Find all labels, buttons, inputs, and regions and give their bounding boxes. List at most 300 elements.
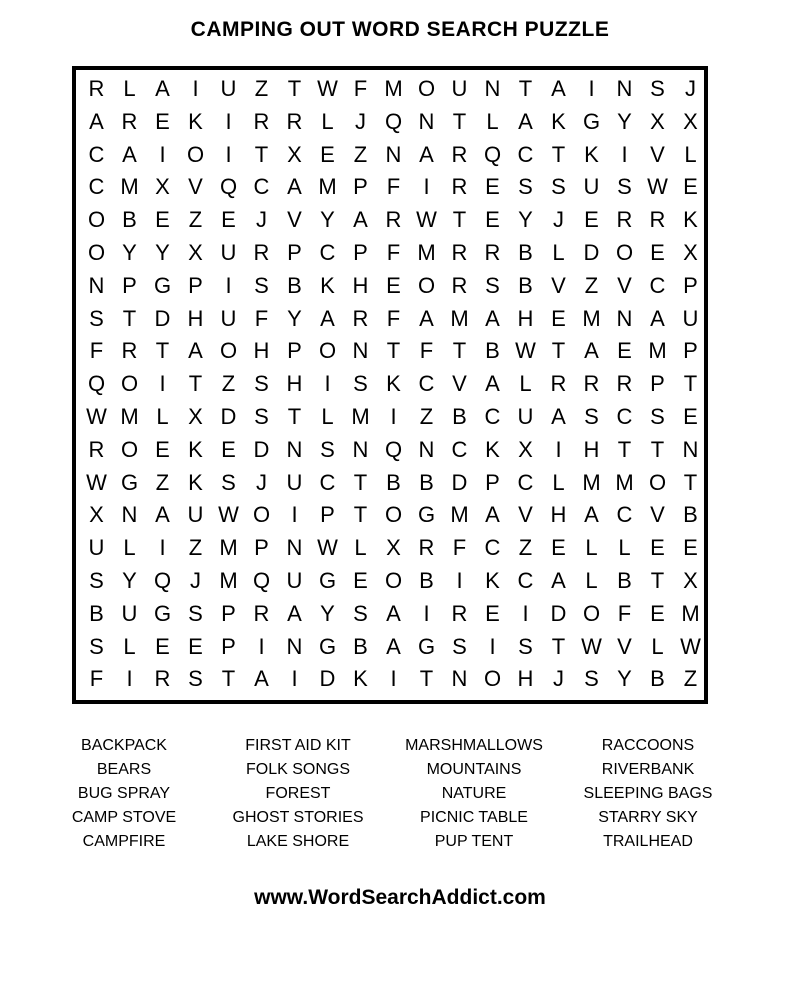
grid-letter: T <box>452 338 467 364</box>
grid-letter: P <box>221 633 236 659</box>
grid-letter: L <box>585 568 598 593</box>
grid-letter: C <box>319 240 336 265</box>
grid-letter: E <box>155 436 170 462</box>
grid-letter: L <box>123 76 136 101</box>
grid-letter: E <box>551 535 566 561</box>
grid-letter: M <box>648 338 667 364</box>
grid-letter: D <box>451 469 468 495</box>
grid-letter: P <box>683 272 698 298</box>
grid-letter: B <box>353 633 368 659</box>
grid-letter: Q <box>153 568 172 593</box>
grid-letter: S <box>650 76 665 101</box>
grid-letter: Y <box>320 600 335 626</box>
grid-letter: F <box>452 535 467 561</box>
grid-letter: Y <box>287 305 302 331</box>
grid-letter: A <box>584 502 599 528</box>
grid-letter: C <box>517 568 534 593</box>
word-list-item: CAMPFIRE <box>82 833 166 850</box>
grid-letter: B <box>287 272 302 298</box>
grid-letter: N <box>451 666 468 692</box>
grid-letter: E <box>188 633 203 659</box>
grid-letter: T <box>551 633 566 659</box>
grid-letter: A <box>419 305 434 331</box>
grid-letter: A <box>188 338 203 364</box>
grid-letter: R <box>121 338 138 364</box>
grid-letter: I <box>291 666 298 692</box>
grid-letter: U <box>286 568 303 593</box>
grid-letter: I <box>291 502 298 528</box>
grid-letter: J <box>256 207 267 233</box>
grid-letter: B <box>452 404 467 429</box>
grid-letter: R <box>451 141 468 167</box>
grid-letter: L <box>321 108 334 134</box>
grid-letter: R <box>385 207 402 233</box>
grid-letter: N <box>484 76 501 101</box>
grid-letter: P <box>485 469 500 495</box>
grid-letter: L <box>123 633 136 659</box>
grid-letter: S <box>221 469 236 495</box>
grid-letter: R <box>88 436 105 462</box>
grid-letter: D <box>583 240 600 265</box>
grid-letter: S <box>254 272 269 298</box>
grid-letter: R <box>418 535 435 561</box>
grid-letter: T <box>353 502 368 528</box>
word-list-item: MOUNTAINS <box>426 761 522 778</box>
grid-letter: R <box>88 76 105 101</box>
grid-letter: I <box>258 633 265 659</box>
grid-letter: Q <box>483 141 502 167</box>
grid-letter: O <box>120 371 139 397</box>
grid-letter: F <box>419 338 434 364</box>
grid-letter: N <box>286 436 303 462</box>
grid-letter: I <box>456 568 463 593</box>
grid-letter: Z <box>584 272 599 298</box>
grid-letter: W <box>218 502 239 528</box>
grid-letter: O <box>219 338 238 364</box>
grid-letter: Z <box>188 535 203 561</box>
grid-letter: B <box>650 666 665 692</box>
grid-letter: X <box>89 502 104 528</box>
grid-letter: U <box>682 305 699 331</box>
grid-letter: Q <box>87 371 106 397</box>
grid-letter: A <box>386 633 401 659</box>
grid-letter: Y <box>617 666 632 692</box>
grid-letter: L <box>519 371 532 397</box>
grid-letter: J <box>190 568 201 593</box>
grid-letter: P <box>650 371 665 397</box>
grid-letter: Y <box>518 207 533 233</box>
word-list <box>36 734 764 854</box>
grid-letter: S <box>353 600 368 626</box>
grid-letter: T <box>617 436 632 462</box>
grid-letter: Z <box>353 141 368 167</box>
grid-letter: T <box>386 338 401 364</box>
grid-letter: I <box>555 436 562 462</box>
grid-letter: K <box>188 469 203 495</box>
grid-letter: D <box>253 436 270 462</box>
grid-letter: W <box>86 404 107 429</box>
grid-letter: I <box>390 404 397 429</box>
grid-letter: V <box>551 272 566 298</box>
grid-letter: L <box>123 535 136 561</box>
grid-letter: U <box>220 76 237 101</box>
grid-letter: I <box>423 174 430 200</box>
word-list-item: NATURE <box>441 785 507 802</box>
grid-letter: M <box>219 568 238 593</box>
grid-letter: Z <box>419 404 434 429</box>
grid-letter: O <box>615 240 634 265</box>
grid-letter: D <box>220 404 237 429</box>
grid-letter: M <box>120 404 139 429</box>
grid-letter: S <box>617 174 632 200</box>
grid-letter: A <box>254 666 269 692</box>
grid-letter: C <box>319 469 336 495</box>
grid-letter: K <box>188 436 203 462</box>
grid-letter: S <box>452 633 467 659</box>
grid-letter: F <box>617 600 632 626</box>
grid-letter: L <box>552 469 565 495</box>
grid-letter: I <box>126 666 133 692</box>
grid-letter: I <box>522 600 529 626</box>
grid-letter: T <box>518 76 533 101</box>
grid-letter: N <box>418 108 435 134</box>
grid-letter: I <box>159 535 166 561</box>
grid-letter: P <box>287 240 302 265</box>
grid-letter: Q <box>384 108 403 134</box>
grid-letter: S <box>518 633 533 659</box>
grid-letter: F <box>353 76 368 101</box>
grid-letter: S <box>89 633 104 659</box>
grid-letter: F <box>89 338 104 364</box>
grid-letter: M <box>615 469 634 495</box>
grid-letter: L <box>684 141 697 167</box>
grid-letter: Y <box>155 240 170 265</box>
grid-letter: A <box>287 600 302 626</box>
grid-letter: J <box>685 76 696 101</box>
grid-letter: S <box>188 600 203 626</box>
grid-letter: A <box>551 404 566 429</box>
grid-letter: S <box>551 174 566 200</box>
grid-letter: H <box>286 371 303 397</box>
word-list-item: FOREST <box>265 785 331 802</box>
grid-letter: V <box>617 272 632 298</box>
grid-letter: H <box>517 305 534 331</box>
grid-letter: O <box>87 240 106 265</box>
grid-letter: S <box>518 174 533 200</box>
grid-letter: L <box>618 535 631 561</box>
grid-letter: E <box>650 240 665 265</box>
grid-letter: P <box>254 535 269 561</box>
grid-letter: C <box>451 436 468 462</box>
grid-letter: E <box>155 633 170 659</box>
grid-letter: T <box>650 568 665 593</box>
grid-letter: A <box>584 338 599 364</box>
grid-letter: X <box>683 568 698 593</box>
grid-letter: N <box>352 338 369 364</box>
grid-letter: U <box>583 174 600 200</box>
grid-letter: T <box>551 141 566 167</box>
grid-letter: C <box>484 535 501 561</box>
grid-letter: S <box>353 371 368 397</box>
grid-letter: I <box>390 666 397 692</box>
grid-letter: I <box>225 108 232 134</box>
grid-letter: T <box>419 666 434 692</box>
grid-letter: L <box>552 240 565 265</box>
grid-letter: T <box>155 338 170 364</box>
grid-letter: V <box>650 141 665 167</box>
grid-letter: B <box>89 600 104 626</box>
grid-letter: C <box>517 141 534 167</box>
grid-letter: G <box>120 469 139 495</box>
grid-letter: U <box>286 469 303 495</box>
grid-letter: O <box>252 502 271 528</box>
grid-letter: R <box>583 371 600 397</box>
word-list-item: PICNIC TABLE <box>420 809 528 826</box>
grid-letter: C <box>88 174 105 200</box>
grid-letter: A <box>650 305 665 331</box>
grid-letter: I <box>489 633 496 659</box>
grid-letter: F <box>386 174 401 200</box>
grid-letter: N <box>682 436 699 462</box>
grid-letter: T <box>452 207 467 233</box>
grid-letter: L <box>585 535 598 561</box>
grid-letter: R <box>451 174 468 200</box>
grid-letter: P <box>188 272 203 298</box>
grid-letter: X <box>683 240 698 265</box>
grid-letter: B <box>617 568 632 593</box>
grid-letter: Y <box>617 108 632 134</box>
grid-letter: T <box>683 371 698 397</box>
grid-letter: O <box>417 272 436 298</box>
grid-letter: X <box>518 436 533 462</box>
grid-letter: L <box>651 633 664 659</box>
grid-letter: R <box>451 240 468 265</box>
grid-letter: X <box>188 404 203 429</box>
grid-letter: P <box>353 174 368 200</box>
grid-letter: B <box>122 207 137 233</box>
grid-letter: S <box>485 272 500 298</box>
grid-letter: H <box>550 502 567 528</box>
grid-letter: R <box>253 600 270 626</box>
grid-letter: F <box>386 240 401 265</box>
grid-letter: P <box>122 272 137 298</box>
grid-letter: M <box>681 600 700 626</box>
grid-letter: I <box>423 600 430 626</box>
grid-letter: R <box>154 666 171 692</box>
grid-letter: Q <box>384 436 403 462</box>
grid-letter: R <box>649 207 666 233</box>
grid-letter: I <box>621 141 628 167</box>
grid-letter: O <box>384 502 403 528</box>
grid-letter: X <box>650 108 665 134</box>
grid-letter: P <box>287 338 302 364</box>
grid-letter: C <box>649 272 666 298</box>
grid-letter: A <box>122 141 137 167</box>
grid-letter: W <box>515 338 536 364</box>
grid-letter: R <box>352 305 369 331</box>
grid-letter: R <box>451 272 468 298</box>
grid-letter: I <box>225 141 232 167</box>
grid-letter: T <box>188 371 203 397</box>
grid-letter: E <box>353 568 368 593</box>
grid-letter: D <box>550 600 567 626</box>
grid-letter: U <box>187 502 204 528</box>
grid-letter: J <box>256 469 267 495</box>
grid-letter: M <box>450 305 469 331</box>
grid-letter: M <box>582 305 601 331</box>
grid-letter: S <box>320 436 335 462</box>
grid-letter: S <box>89 568 104 593</box>
grid-letter: H <box>583 436 600 462</box>
grid-letter: M <box>582 469 601 495</box>
word-column <box>558 734 738 854</box>
grid-letter: T <box>254 141 269 167</box>
grid-letter: I <box>324 371 331 397</box>
grid-letter: T <box>683 469 698 495</box>
word-list-item: BACKPACK <box>81 737 167 754</box>
grid-letter: E <box>584 207 599 233</box>
grid-letter: P <box>221 600 236 626</box>
grid-letter: K <box>584 141 599 167</box>
grid-letter: E <box>386 272 401 298</box>
grid-letter: X <box>155 174 170 200</box>
grid-letter: A <box>155 502 170 528</box>
grid-letter: Z <box>155 469 170 495</box>
grid-letter: O <box>384 568 403 593</box>
grid-letter: G <box>153 600 172 626</box>
grid-letter: W <box>680 633 701 659</box>
grid-letter: Y <box>122 240 137 265</box>
grid-letter: R <box>253 240 270 265</box>
grid-letter: G <box>153 272 172 298</box>
grid-letter: K <box>683 207 698 233</box>
word-list-item: FIRST AID KIT <box>245 737 351 754</box>
grid-letter: U <box>88 535 105 561</box>
grid-letter: W <box>581 633 602 659</box>
grid-letter: G <box>582 108 601 134</box>
grid-letter: W <box>86 469 107 495</box>
grid-letter: M <box>450 502 469 528</box>
word-list-item: RIVERBANK <box>601 761 695 778</box>
letter-grid-frame <box>72 66 708 704</box>
grid-letter: H <box>187 305 204 331</box>
grid-letter: Z <box>254 76 269 101</box>
grid-letter: N <box>286 633 303 659</box>
grid-letter: T <box>353 469 368 495</box>
grid-letter: R <box>253 108 270 134</box>
grid-letter: O <box>186 141 205 167</box>
grid-letter: A <box>485 502 500 528</box>
word-list-item: SLEEPING BAGS <box>583 785 713 802</box>
grid-letter: C <box>88 141 105 167</box>
grid-letter: B <box>386 469 401 495</box>
grid-letter: M <box>318 174 337 200</box>
grid-letter: O <box>318 338 337 364</box>
grid-letter: Y <box>320 207 335 233</box>
grid-letter: E <box>650 535 665 561</box>
grid-letter: A <box>551 568 566 593</box>
grid-letter: S <box>254 404 269 429</box>
grid-letter: U <box>517 404 534 429</box>
grid-letter: H <box>253 338 270 364</box>
grid-letter: B <box>683 502 698 528</box>
grid-letter: S <box>584 666 599 692</box>
grid-letter: Z <box>518 535 533 561</box>
grid-letter: E <box>485 207 500 233</box>
grid-letter: O <box>648 469 667 495</box>
grid-letter: S <box>584 404 599 429</box>
word-column <box>384 734 564 854</box>
grid-letter: W <box>317 76 338 101</box>
grid-letter: I <box>588 76 595 101</box>
grid-letter: K <box>320 272 335 298</box>
grid-letter: P <box>683 338 698 364</box>
grid-letter: J <box>553 207 564 233</box>
grid-letter: A <box>155 76 170 101</box>
word-list-item: BEARS <box>96 761 152 778</box>
grid-letter: N <box>352 436 369 462</box>
grid-letter: R <box>616 207 633 233</box>
grid-letter: M <box>417 240 436 265</box>
grid-letter: R <box>286 108 303 134</box>
grid-letter: U <box>220 240 237 265</box>
grid-letter: L <box>354 535 367 561</box>
grid-letter: X <box>188 240 203 265</box>
grid-letter: C <box>418 371 435 397</box>
grid-letter: A <box>518 108 533 134</box>
grid-letter: A <box>353 207 368 233</box>
grid-letter: C <box>253 174 270 200</box>
grid-letter: K <box>485 568 500 593</box>
word-list-item: LAKE SHORE <box>246 833 350 850</box>
grid-letter: L <box>486 108 499 134</box>
grid-letter: Q <box>219 174 238 200</box>
grid-letter: M <box>351 404 370 429</box>
grid-letter: B <box>419 568 434 593</box>
grid-letter: N <box>88 272 105 298</box>
word-list-item: MARSHMALLOWS <box>405 737 543 754</box>
grid-letter: E <box>617 338 632 364</box>
grid-letter: U <box>220 305 237 331</box>
grid-letter: W <box>647 174 668 200</box>
grid-letter: F <box>254 305 269 331</box>
grid-letter: N <box>616 76 633 101</box>
grid-letter: E <box>650 600 665 626</box>
grid-letter: C <box>517 469 534 495</box>
grid-letter: E <box>221 436 236 462</box>
grid-letter: A <box>485 371 500 397</box>
grid-letter: U <box>121 600 138 626</box>
word-column <box>208 734 388 854</box>
grid-letter: O <box>417 76 436 101</box>
grid-letter: R <box>451 600 468 626</box>
grid-letter: X <box>287 141 302 167</box>
grid-letter: F <box>89 666 104 692</box>
grid-letter: W <box>317 535 338 561</box>
grid-letter: E <box>320 141 335 167</box>
puzzle-title: CAMPING OUT WORD SEARCH PUZZLE <box>190 18 610 41</box>
grid-letter: X <box>386 535 401 561</box>
grid-letter: B <box>518 272 533 298</box>
grid-letter: K <box>188 108 203 134</box>
grid-letter: A <box>485 305 500 331</box>
grid-letter: I <box>159 371 166 397</box>
grid-letter: O <box>87 207 106 233</box>
grid-letter: L <box>156 404 169 429</box>
grid-letter: S <box>188 666 203 692</box>
grid-letter: R <box>550 371 567 397</box>
grid-letter: M <box>384 76 403 101</box>
